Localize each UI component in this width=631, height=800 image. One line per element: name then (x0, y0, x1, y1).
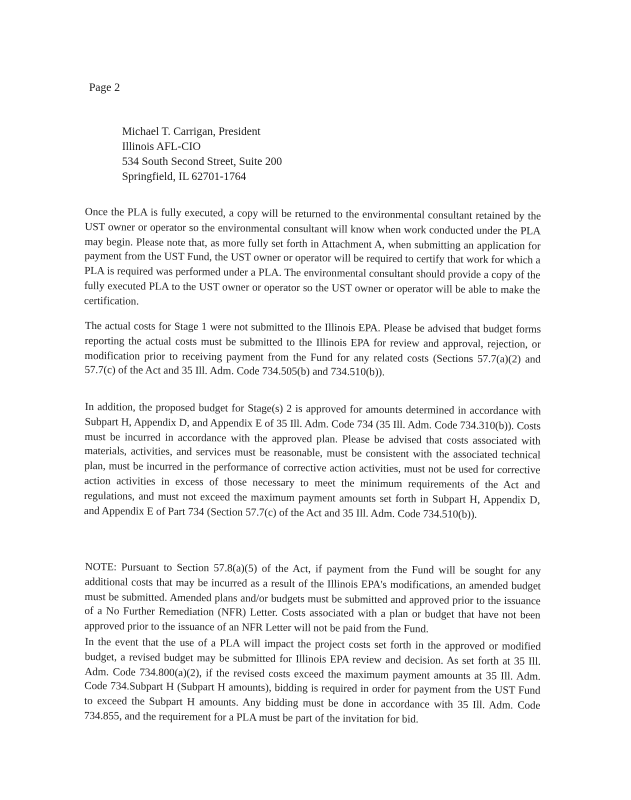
paragraph-note: NOTE: Pursuant to Section 57.8(a)(5) of the Act, if payment from the Fund will be sought for any additional costs that may be incurred as a result of the Illinois EPA's modifications, an amended budget must be submitted. Amended plans and/or budgets must be submitted and approved prior to the issuance of a No Further Remediation (NFR) Letter. Costs associated with a plan or budget that have not been approved prior to the issuance of an NFR Letter will not be paid from the Fund. (84, 560, 541, 636)
recipient-address (122, 125, 282, 185)
recipient-organization: Illinois AFL-CIO (122, 141, 201, 153)
page-number: Page 2 (89, 82, 120, 94)
paragraph-pla-execution: Once the PLA is fully executed, a copy will be returned to the environmental consultant retained by the UST owner or operator so the environmental consultant will know when work conducted under the PLA may begin. Please note that, as more fully set forth in Attachment A, when submitting an application for payment from the UST Fund, the UST owner or operator will be required to certify that work for which a PLA is required was performed under a PLA. The environmental consultant should provide a copy of the fully executed PLA to the UST owner or operator so the UST owner or operator will be able to make the certification. (84, 205, 541, 308)
paragraph-stage1-costs: The actual costs for Stage 1 were not submitted to the Illinois EPA. Please be advised that budget forms reporting the actual costs must be submitted to the Illinois EPA for review and approval, rejection, or modification prior to receiving payment from the Fund for any related costs (Sections 57.7(a)(2) and 57.7(c) of the Act and 35 Ill. Adm. Code 734.505(b) and 734.510(b)). (84, 319, 541, 379)
paragraph-stage2-budget: In addition, the proposed budget for Stage(s) 2 is approved for amounts determined in accordance with Subpart H, Appendix D, and Appendix E of 35 Ill. Adm. Code 734 (35 Ill. Adm. Code 734.310(b)). Costs must be incurred in accordance with the approved plan. Please be advised that costs associated with materials, activities, and services must be reasonable, must be consistent with the associated technical plan, must be incurred in the performance of corrective action activities, must not be used for corrective action activities in excess of those necessary to meet the minimum requirements of the Act and regulations, and must not exceed the maximum payment amounts set forth in Subpart H, Appendix D, and Appendix E of Part 734 (Section 57.7(c) of the Act and 35 Ill. Adm. Code 734.510(b)). (83, 400, 541, 521)
recipient-city: Springfield, IL 62701-1764 (122, 171, 247, 183)
paragraph-revised-budget: In the event that the use of a PLA will impact the project costs set forth in the approved or modified budget, a revised budget may be submitted for Illinois EPA review and decision. As set forth at 35 Ill. Adm. Code 734.800(a)(2), if the revised costs exceed the maximum payment amounts at 35 Ill. Adm. Code 734.Subpart H (Subpart H amounts), bidding is required in order for payment from the UST Fund to exceed the Subpart H amounts. Any bidding must be done in accordance with 35 Ill. Adm. Code 734.855, and the requirement for a PLA must be part of the invitation for bid. (84, 635, 541, 726)
recipient-name: Michael T. Carrigan, President (122, 126, 261, 138)
recipient-street: 534 South Second Street, Suite 200 (122, 156, 283, 168)
